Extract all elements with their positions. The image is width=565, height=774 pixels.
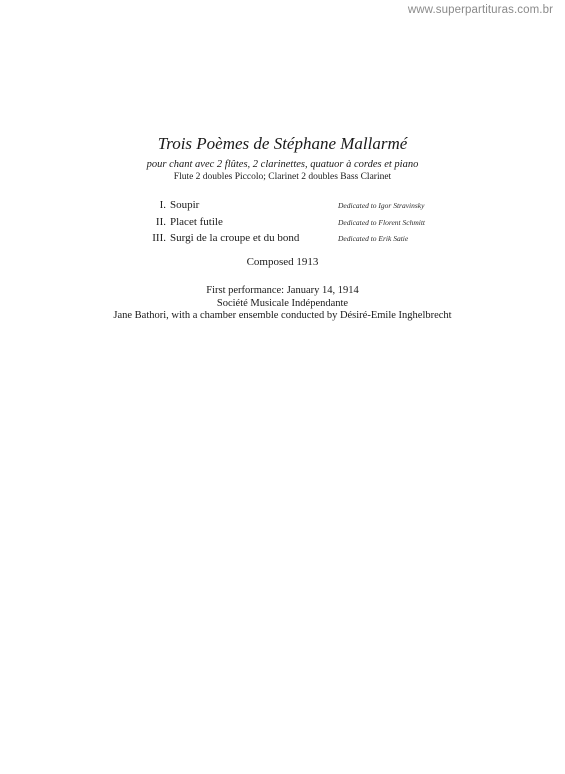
title-block <box>0 134 565 183</box>
movement-number: I. <box>159 199 166 211</box>
movement-number: III. <box>152 232 166 244</box>
movement-title: Surgi de la croupe et du bond <box>170 232 300 244</box>
movement-dedication: Dedicated to Erik Satie <box>338 234 409 243</box>
movement-dedication: Dedicated to Igor Stravinsky <box>338 201 425 210</box>
movement-row <box>130 216 450 233</box>
watermark-url: www.superpartituras.com.br <box>407 4 553 16</box>
movement-number: II. <box>155 215 166 228</box>
premiere-info <box>0 285 565 323</box>
movement-row <box>130 232 450 249</box>
composition-date: Composed 1913 <box>246 256 319 268</box>
movement-title: Placet futile <box>170 215 223 228</box>
premiere-performers: Jane Bathori, with a chamber ensemble conducted by Désiré-Emile Inghelbrecht <box>113 310 452 321</box>
work-subtitle: pour chant avec 2 flûtes, 2 clarinettes, quatuor à cordes et piano <box>146 159 419 170</box>
premiere-date: First performance: January 14, 1914 <box>206 285 359 296</box>
movement-list <box>130 199 450 249</box>
instrumentation-note: Flute 2 doubles Piccolo; Clarinet 2 doubles Bass Clarinet <box>173 172 392 182</box>
movement-title: Soupir <box>170 199 200 211</box>
premiere-society: Société Musicale Indépendante <box>216 297 349 309</box>
movement-row <box>130 199 450 216</box>
movement-dedication: Dedicated to Florent Schmitt <box>338 217 425 227</box>
work-title: Trois Poèmes de Stéphane Mallarmé <box>157 134 408 153</box>
